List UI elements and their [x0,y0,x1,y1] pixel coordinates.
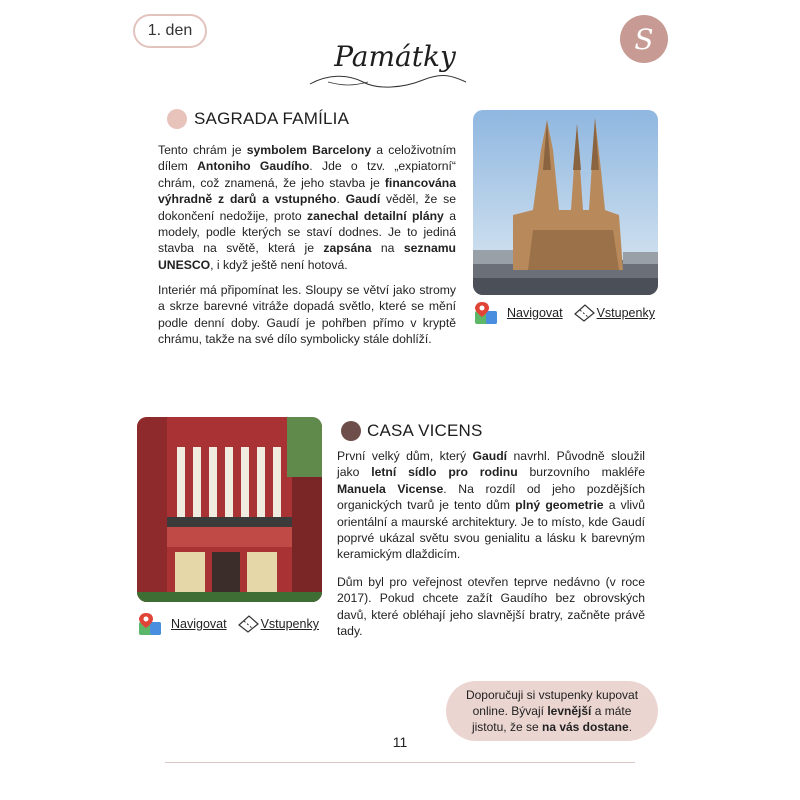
tickets-link[interactable]: Vstupenky [260,617,319,631]
section-paragraph: Tento chrám je symbolem Barcelony a celoživotním dílem Antoniho Gaudího. Jde o tzv. „expiatorní“ chrám, což znamená, že jeho stavba je financována výhradně z darů a vstupného. Gaudí věděl, že se dokončení nedožije, proto zanechal detailní plány a modely, podle kterých se staví dodnes. Je to jediná stavba na světě, která je zapsána na seznamu UNESCO, i když ještě není hotová. [158,143,457,272]
sagrada-links [473,301,655,325]
navigate-link[interactable]: Navigovat [507,306,563,320]
ticket-icon[interactable] [237,615,259,633]
section-heading-sagrada: SAGRADA FAMÍLIA [194,109,350,128]
sagrada-familia-photo [473,110,658,295]
logo-badge: S [620,15,668,63]
section-paragraph: Interiér má připomínat les. Sloupy se větví jako stromy a skrze barevné vitráže dopadá světlo, které se mění podle denní doby. Gaudí je pohřben přímo v kryptě chrámu, takže na své dílo symbolicky stále dohlíží. [158,283,456,347]
section-paragraph: Dům byl pro veřejnost otevřen teprve nedávno (v roce 2017). Pokud chcete zažít Gaudího bez obrovských davů, které obléhají jeho slavnější bratry, začněte právě tady. [337,575,645,639]
tickets-link[interactable]: Vstupenky [596,306,655,320]
title-flourish [308,70,468,90]
navigate-link[interactable]: Navigovat [171,617,227,631]
section-bullet [341,421,361,441]
vicens-links [137,612,319,636]
day-label: 1. den [133,14,207,48]
footer-divider [165,762,635,763]
section-bullet [167,109,187,129]
section-heading-vicens: CASA VICENS [367,421,483,440]
tip-box: Doporučuji si vstupenky kupovat online. Bývají levnější a máte jistotu, že se na vás dostane. [446,681,658,741]
map-pin-icon[interactable] [473,301,499,325]
ticket-icon[interactable] [573,304,595,322]
page-number: 11 [392,734,408,750]
page-title: Památky [334,40,456,73]
section-paragraph: První velký dům, který Gaudí navrhl. Původně sloužil jako letní sídlo pro rodinu burzovního makléře Manuela Vicense. Na rozdíl od jeho pozdějších organických tvarů je tento dům plný geometrie a vlivů orientální a maurské architektury. Je to místo, kde Gaudí poprvé ukázal světu svou genialitu a lásku k barevným keramickým dlaždicím. [337,449,646,562]
map-pin-icon[interactable] [137,612,163,636]
casa-vicens-photo [137,417,322,602]
